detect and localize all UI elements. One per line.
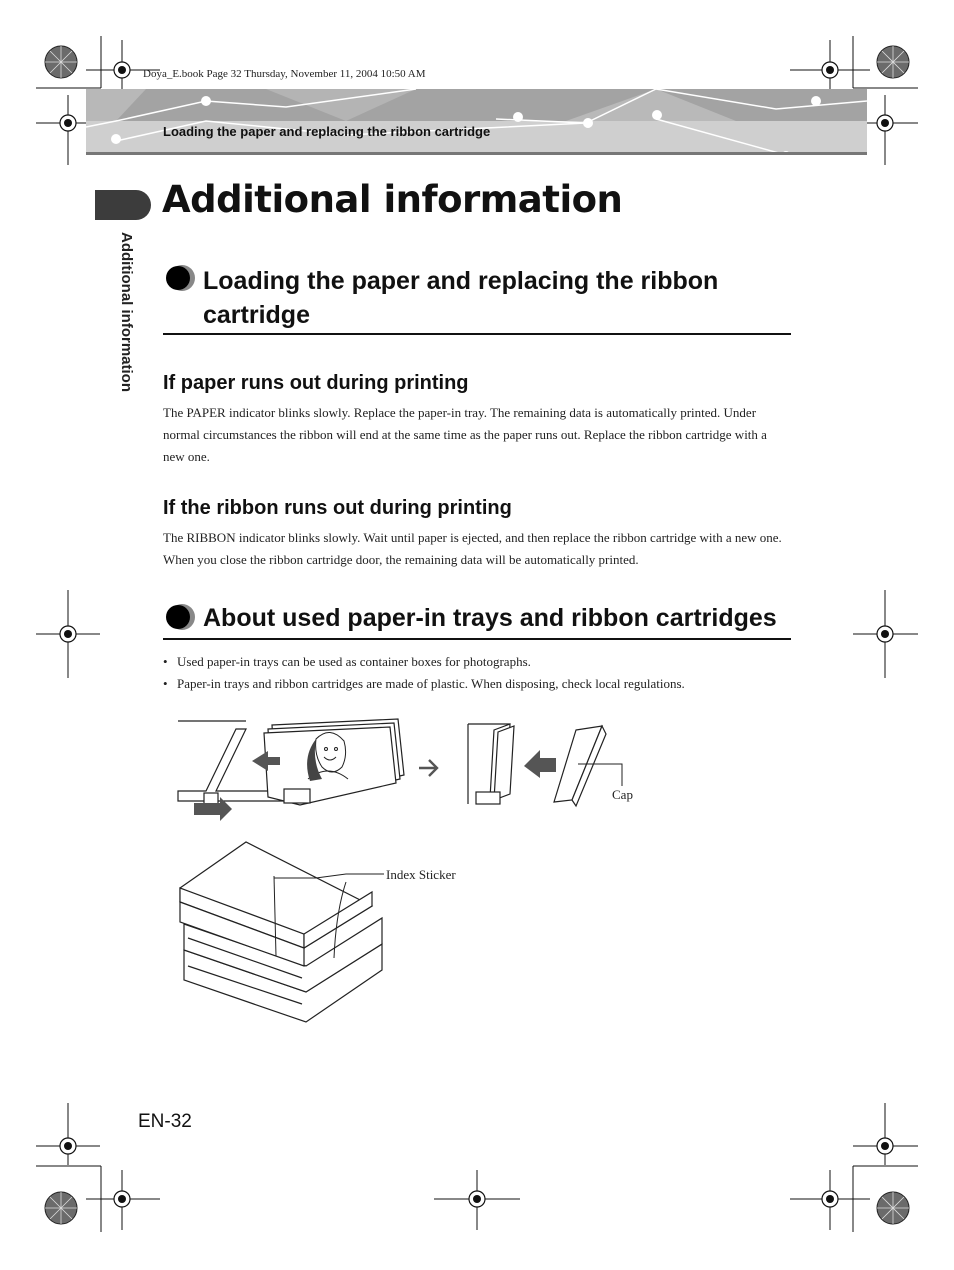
page-title: Additional information (162, 178, 623, 221)
list-item-text: Used paper-in trays can be used as container boxes for photographs. (177, 654, 531, 669)
section-title-used-trays: About used paper-in trays and ribbon cartridges (203, 604, 777, 632)
stacked-trays-illustration (176, 840, 392, 1030)
chapter-side-label (118, 232, 148, 432)
section-bullet-icon (164, 264, 196, 292)
index-sticker-label: Index Sticker (386, 867, 456, 882)
header-band (86, 89, 867, 155)
paper-tray-loading-illustration (176, 715, 412, 825)
list-item (163, 654, 531, 670)
bullet-dot: • (163, 676, 168, 691)
chapter-side-label-text: Additional information (118, 232, 135, 392)
subsection-body-ribbon: The RIBBON indicator blinks slowly. Wait until paper is ejected, and then replace the ribbon cartridge with a new one. When you close the ribbon cartridge door, the remaining data will be automatically printed. (163, 530, 782, 567)
ribbon-cap-illustration (466, 720, 636, 810)
running-header-title: Loading the paper and replacing the ribbon cartridge (163, 124, 491, 139)
subsection-title-paper: If paper runs out during printing (163, 372, 469, 394)
section-rule (163, 333, 791, 335)
page-number: EN-32 (138, 1111, 192, 1132)
section-bullet-icon (164, 603, 196, 631)
list-item-text: Paper-in trays and ribbon cartridges are made of plastic. When disposing, check local regulations. (177, 676, 685, 691)
subsection-title-ribbon: If the ribbon runs out during printing (163, 497, 512, 519)
list-item (163, 676, 685, 692)
print-info: Doya_E.book Page 32 Thursday, November 11, 2004 10:50 AM (143, 68, 426, 80)
subsection-body-paper: The PAPER indicator blinks slowly. Replace the paper-in tray. The remaining data is automatically printed. Under normal circumstances the ribbon will end at the same time as the paper runs out. Replace the ribbon cartridge with a new one. (163, 405, 767, 464)
cap-label: Cap (612, 787, 633, 802)
chapter-tab (95, 190, 151, 220)
bullet-dot: • (163, 654, 168, 669)
arrow-right-icon (415, 757, 441, 779)
section-title-loading: Loading the paper and replacing the ribbon cartridge (203, 267, 719, 329)
section-rule (163, 638, 791, 640)
